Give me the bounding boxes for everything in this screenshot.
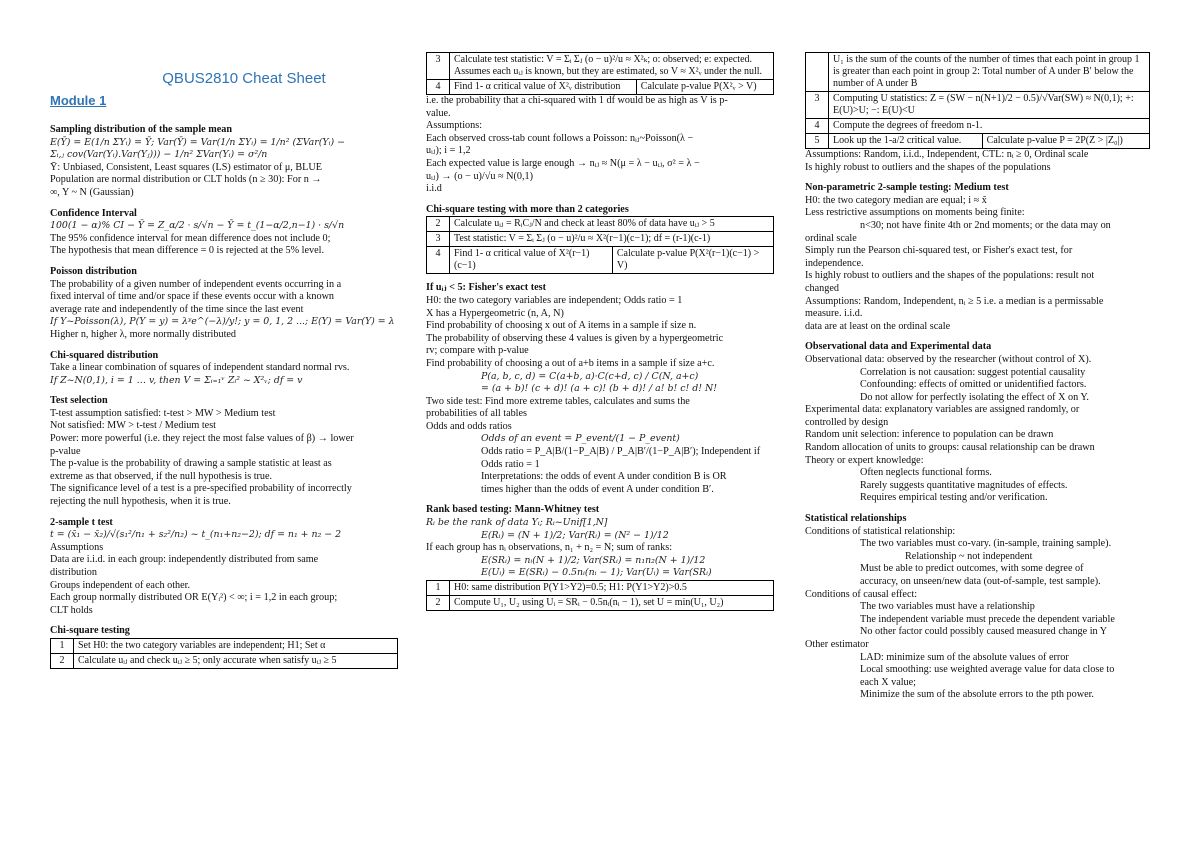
text-line: uᵢⱼ); i = 1,2 [426, 145, 471, 157]
text-line: Less restrictive assumptions on moments being finite: [805, 207, 1025, 219]
table-row [806, 92, 1150, 119]
text-line: Odds and odds ratios [426, 420, 512, 432]
formula-line: Odds ratio = P_A|B/(1−P_A|B) / P_A|B′/(1−P_A|B′); Independent if Odds ratio = 1 [481, 446, 761, 470]
table-row [51, 653, 398, 668]
text-line: Assumptions: Random, i.i.d., Independent, CTL: nᵢ ≥ 0, Ordinal scale [805, 149, 1089, 160]
mann-whitney-table-cont [805, 52, 1150, 149]
text-line: The independent variable must precede the dependent variable [860, 613, 1115, 625]
text-line: i.i.d [426, 183, 442, 195]
nonparametric-heading: Non-parametric 2-sample testing: Medium test [805, 182, 1009, 194]
table-row [806, 53, 1150, 92]
table-row [51, 638, 398, 653]
text-line: Observational data: observed by the researcher (without control of X). [805, 353, 1092, 365]
text-line: Conditions of statistical relationship: [805, 525, 956, 537]
text-line: 100(1 − α)% CI − Ȳ = Z_α/2 · s/√n − Ȳ = t_(1−α/2,n−1) · s/√n [50, 220, 345, 232]
formula-line: P(a, b, c, d) = C(a+b, a)·C(c+d, c) / C(N, a+c) [481, 370, 699, 382]
table-row [427, 247, 774, 274]
text-line: Other estimator [805, 638, 869, 650]
text-line: Each observed cross-tab count follows a Poisson: nᵢⱼ~Poisson(λ − [426, 132, 694, 144]
step-text: Compute the degrees of freedom n-1. [829, 119, 1150, 134]
text-line: rejecting the null hypothesis, when it is true. [50, 496, 231, 508]
mann-whitney-table [426, 580, 774, 611]
text-line: measure. i.i.d. [805, 308, 863, 320]
formula-line: = (a + b)! (c + d)! (a + c)! (b + d)! / a! b! c! d! N! [481, 383, 717, 395]
text-line: Interpretations: the odds of event A under condition B is OR [481, 471, 727, 483]
chisq-steps-table-cont [426, 52, 774, 95]
table-row [427, 581, 774, 596]
text-line: Assumptions: Random, Independent, nᵢ ≥ 5 i.e. a median is a permissable [805, 295, 1104, 307]
statistical-relationships-heading: Statistical relationships [805, 513, 907, 525]
text-line: The probability of a given number of independent events occurring in a [50, 278, 342, 290]
text-line: Requires empirical testing and/or verification. [860, 492, 1048, 504]
text-line: Each group normally distributed OR E(Yᵢ²) < ∞; i = 1,2 in each group; [50, 592, 338, 604]
formula-line: E(SRᵢ) = nᵢ(N + 1)/2; Var(SRᵢ) = n₁n₂(N + 1)/12 [481, 554, 706, 566]
table-row [427, 217, 774, 232]
step-number: 2 [427, 217, 450, 232]
step-text: Calculate test statistic: V = Σᵢ Σⱼ (o − u)²/u ≈ X²ₖ; o: observed; e: expected. Assumes each uᵢⱼ is known, but they are estimated, so V ≈ X²ᵥ under the null. [450, 53, 774, 80]
text-line: Do not allow for perfectly isolating the effect of X on Y. [860, 391, 1089, 403]
text-line: If each group has nᵢ observations, n₁ + n₂ = N; sum of ranks: [426, 542, 673, 554]
step-text: Find 1- α critical value of X²(r−1)(c−1) [450, 247, 613, 274]
text-line: The 95% confidence interval for mean difference does not include 0; [50, 232, 331, 244]
column-1 [50, 70, 398, 669]
text-line: Confounding: effects of omitted or unidentified factors. [860, 379, 1087, 391]
text-line: Simply run the Pearson chi-squared test, or Fisher's exact test, for [805, 245, 1073, 257]
text-line: T-test assumption satisfied: t-test > MW > Medium test [50, 407, 276, 419]
table-row [427, 80, 774, 95]
text-line: Rᵢ be the rank of data Yᵢ; Rᵢ~Unif[1,N] [426, 517, 608, 529]
text-line: Power: more powerful (i.e. they reject the most false values of β) → lower [50, 433, 354, 445]
text-line: Random unit selection: inference to population can be drawn [805, 429, 1054, 441]
step-text: U₁ is the sum of the counts of the number of times that each point in group 1 is greater than each point in group 2: Total number of A under B′ below the number of A under B [829, 53, 1150, 92]
text-line: accuracy, on unseen/new data (out-of-sample, test sample). [860, 576, 1101, 587]
step-text-2: Calculate p-value P(X²ᵥ > V) [636, 80, 773, 95]
text-line: Often neglects functional forms. [860, 467, 992, 479]
formula-line: E(Uᵢ) = E(SRᵢ) − 0.5nᵢ(nᵢ − 1); Var(Uᵢ) = Var(SRᵢ) [481, 567, 712, 579]
step-number: 1 [51, 638, 74, 653]
text-line: The hypothesis that mean difference = 0 is rejected at the 5% level. [50, 245, 325, 257]
text-line: LAD: minimize sum of the absolute values of error [860, 651, 1069, 663]
text-line: H0: the two category median are equal; i ≈ x̃ [805, 194, 987, 206]
more-categories-table [426, 216, 774, 274]
chisq-steps-table [50, 638, 398, 669]
text-line: Is highly robust to outliers and the shapes of the populations [805, 161, 1051, 173]
table-row [806, 134, 1150, 149]
fisher-heading: If uᵢⱼ < 5: Fisher's exact test [426, 282, 547, 294]
text-line: extreme as that observed, if the null hypothesis is true. [50, 470, 273, 482]
text-line: Local smoothing: use weighted average value for data close to [860, 664, 1115, 676]
formula-line: E(Rᵢ) = (N + 1)/2; Var(Rᵢ) = (N² − 1)/12 [481, 529, 669, 541]
text-line: average rate and independently of the time since the last event [50, 303, 304, 315]
table-row [427, 596, 774, 611]
step-number: 2 [51, 653, 74, 668]
table-row [806, 119, 1150, 134]
step-number: 5 [806, 134, 829, 149]
text-line: Find probability of choosing x out of A items in a sample if size n. [426, 320, 697, 332]
step-number: 2 [427, 596, 450, 611]
text-line: times higher than the odds of event A under condition B′. [481, 483, 714, 495]
page-title: QBUS2810 Cheat Sheet [162, 70, 326, 87]
table-row [427, 53, 774, 80]
text-line: If Z~N(0,1), i = 1 … v, then V = Σᵢ₌₁ᵛ Zᵢ² ~ X²ᵥ; df = v [50, 374, 303, 386]
text-line: rv; compare with p-value [426, 345, 529, 357]
text-line: If Y~Poisson(λ), P(Y = y) = λʸe^(−λ)/y!; y = 0, 1, 2 ...; E(Y) = Var(Y) = λ [50, 316, 395, 328]
observational-heading: Observational data and Experimental data [805, 341, 992, 353]
test-selection-heading: Test selection [50, 395, 108, 407]
text-line: t = (x̄₁ − x̄₂)/√(s₁²/n₁ + s₂²/n₂) ~ t_(n₁+n₂−2); df = n₁ + n₂ − 2 [50, 529, 342, 541]
ttest-heading: 2-sample t test [50, 516, 113, 528]
text-line: Two side test: Find more extreme tables, calculates and sums the [426, 395, 690, 407]
step-text: H0: same distribution P(Y1>Y2)=0.5; H1: P(Y1>Y2)>0.5 [450, 581, 774, 596]
text-line: Take a linear combination of squares of independent standard normal rvs. [50, 362, 350, 374]
text-line: Assumptions: [426, 120, 483, 132]
text-line: n<30; not have finite 4th or 2nd moments; or the data may on [860, 219, 1111, 231]
text-line: Σᵢ,ⱼ cov(Var(Yᵢ).Var(Yⱼ))) − 1/n² ΣVar(Yᵢ) = σ²/n [50, 149, 268, 161]
text-line: The probability of observing these 4 values is given by a hypergeometric [426, 332, 724, 344]
text-line: Minimize the sum of the absolute errors to the pth power. [860, 689, 1094, 701]
text-line: H0: the two category variables are independent; Odds ratio = 1 [426, 294, 683, 306]
text-line: Ȳ: Unbiased, Consistent, Least squares (LS) estimator of μ, BLUE [50, 161, 322, 173]
formula-line: Odds of an event = P_event/(1 − P_event) [481, 433, 680, 445]
text-line: E(Ȳ) = E(1/n ΣYᵢ) = Ȳ; Var(Ȳ) = Var(1/n ΣYᵢ) = 1/n² (ΣVar(Yᵢ) − [50, 136, 345, 148]
text-line: p-value [50, 445, 81, 457]
text-line: Experimental data: explanatory variables are assigned randomly, or [805, 404, 1080, 416]
text-line: distribution [50, 567, 97, 578]
text-line: The two variables must have a relationship [860, 601, 1035, 613]
chisq-heading: Chi-square testing [50, 625, 130, 637]
step-number: 4 [427, 80, 450, 95]
ci-heading: Confidence Interval [50, 207, 137, 219]
text-line: controlled by design [805, 416, 889, 428]
step-text-2: Calculate p-value P = 2P(Z > |Z₀|) [982, 134, 1149, 149]
text-line: ordinal scale [805, 232, 857, 244]
text-line: Is highly robust to outliers and the shapes of the populations: result not [805, 270, 1095, 282]
step-number: 3 [427, 53, 450, 80]
text-line: uᵢⱼ) → (o − u)/√u ≈ N(0,1) [426, 170, 534, 182]
text-line: Data are i.i.d. in each group: independently distributed from same [50, 554, 319, 566]
text-line: Conditions of causal effect: [805, 588, 918, 600]
text-line: value. [426, 107, 451, 119]
text-line: CLT holds [50, 604, 93, 616]
column-3 [805, 52, 1150, 702]
text-line: X has a Hypergeometric (n, A, N) [426, 307, 564, 319]
mann-whitney-heading: Rank based testing: Mann-Whitney test [426, 504, 600, 516]
text-line: Each expected value is large enough → nᵢⱼ ≈ N(μ = λ − uᵢⱼ, σ² = λ − [426, 157, 700, 169]
text-line: i.e. the probability that a chi-squared with 1 df would be as high as V is p- [426, 95, 728, 106]
step-number: 1 [427, 581, 450, 596]
text-line: Rarely suggests quantitative magnitudes of effects. [860, 479, 1068, 491]
text-line: Theory or expert knowledge: [805, 454, 924, 466]
more-categories-heading: Chi-square testing with more than 2 categories [426, 203, 629, 215]
text-line: each X value; [860, 676, 917, 688]
text-line: independence. [805, 257, 864, 269]
step-text-2: Calculate p-value P(X²(r−1)(c−1) > V) [612, 247, 773, 274]
step-text: Calculate uᵢⱼ = RᵢCⱼ/N and check at least 80% of data have uᵢⱼ > 5 [450, 217, 774, 232]
text-line: Not satisfied: MW > t-test / Medium test [50, 420, 216, 432]
step-text: Look up the 1-a/2 critical value. [829, 134, 983, 149]
step-number: 4 [806, 119, 829, 134]
text-line: No other factor could possibly caused measured change in Y [860, 626, 1108, 638]
step-text: Test statistic: V = Σᵢ Σⱼ (o − u)²/u ≈ X²(r−1)(c−1); df = (r-1)(c-1) [450, 232, 774, 247]
sampling-heading: Sampling distribution of the sample mean [50, 124, 232, 135]
column-2 [426, 52, 774, 611]
poisson-heading: Poisson distribution [50, 265, 137, 277]
text-line: ∞, Y ~ N (Gaussian) [50, 186, 134, 198]
step-text: Calculate uᵢⱼ and check uᵢⱼ ≥ 5; only accurate when satisfy uᵢⱼ ≥ 5 [74, 653, 398, 668]
text-line: probabilities of all tables [426, 408, 527, 420]
step-text: Computing U statistics: Z = (SW − n(N+1)/2 − 0.5)/√Var(SW) ≈ N(0,1); +: E(U)>U; −: E(U)<U [829, 92, 1150, 119]
text-line: Must be able to predict outcomes, with some degree of [860, 563, 1084, 575]
text-line: Relationship ~ not independent [905, 550, 1033, 562]
step-text: Find 1- α critical value of X²ᵥ distribution [450, 80, 637, 95]
text-line: data are at least on the ordinal scale [805, 320, 951, 332]
table-row [427, 232, 774, 247]
step-number [806, 53, 829, 92]
text-line: changed [805, 282, 839, 294]
module-heading: Module 1 [50, 93, 107, 108]
sampling-block [50, 137, 398, 200]
text-line: Random allocation of units to groups: causal relationship can be drawn [805, 442, 1095, 454]
text-line: The significance level of a test is a pre-specified probability of incorrectly [50, 483, 352, 495]
text-line: fixed interval of time and/or space if these events occur with a known [50, 291, 335, 303]
step-number: 3 [806, 92, 829, 119]
chi-dist-heading: Chi-squared distribution [50, 349, 159, 361]
step-number: 3 [427, 232, 450, 247]
text-line: Higher n, higher λ, more normally distributed [50, 328, 237, 340]
step-text: Set H0: the two category variables are independent; H1; Set α [74, 638, 398, 653]
step-number: 4 [427, 247, 450, 274]
text-line: Find probability of choosing a out of a+b items in a sample if size a+c. [426, 357, 715, 369]
step-text: Compute U₁, U₂ using Uᵢ = SRᵢ − 0.5nᵢ(nᵢ − 1), set U = min(U₁, U₂) [450, 596, 774, 611]
text-line: Correlation is not causation: suggest potential causality [860, 366, 1086, 378]
text-line: Groups independent of each other. [50, 579, 191, 591]
text-line: The p-value is the probability of drawing a sample statistic at least as [50, 458, 332, 470]
text-line: Population are normal distribution or CLT holds (n ≥ 30): For n → [50, 174, 322, 186]
text-line: Assumptions [50, 541, 104, 553]
text-line: The two variables must co-vary. (in-sample, training sample). [860, 538, 1112, 550]
